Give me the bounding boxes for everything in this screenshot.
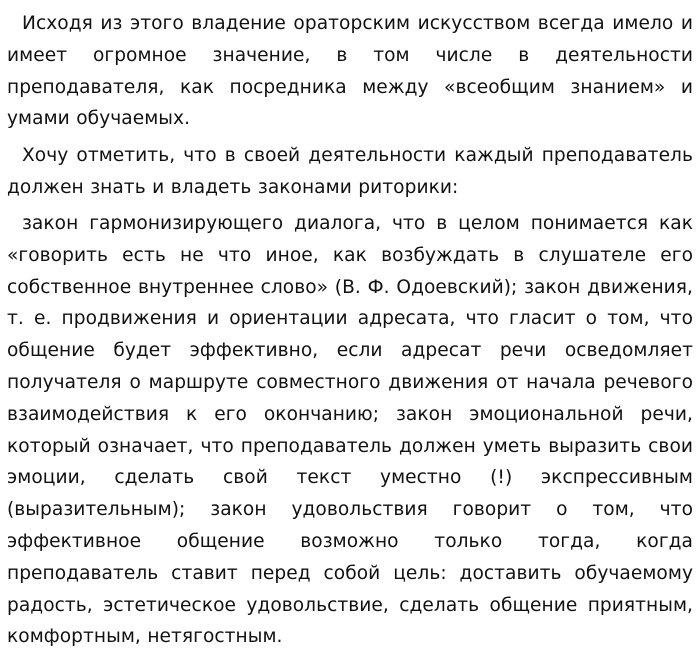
paragraph-oratory-importance: Исходя из этого владение ораторским искусством всегда имело и имеет огромное значение, в том числе в деятельности преподавателя, как посредника между «всеобщим знанием» и умами обучаемых. <box>7 13 693 130</box>
document-body <box>7 8 693 658</box>
paragraph-rhetoric-laws-list: закон гармонизирующего диалога, что в целом понимается как «говорить есть не что иное, как возбуждать в слушателе его собственное внутреннее слово» (В. Ф. Одоевский); закон движения, т. е. продвижения и ориентации адресата, что гласит о том, что общение будет эффективно, если адресат речи осведомляет получателя о маршруте совместного движения от начала речевого взаимодействия к его окончанию; закон эмоциональной речи, который означает, что преподаватель должен уметь выразить свои эмоции, сделать свой текст уместно (!) экспрессивным (выразительным); закон удовольствия говорит о том, что эффективное общение возможно только тогда, когда преподаватель ставит перед собой цель: доставить обучаемому радость, эстетическое удовольствие, сделать общение приятным, комфортным, нетягостным. <box>7 212 693 648</box>
paragraph-rhetoric-laws-intro: Хочу отметить, что в своей деятельности каждый преподаватель должен знать и владеть законами риторики: <box>7 144 693 198</box>
